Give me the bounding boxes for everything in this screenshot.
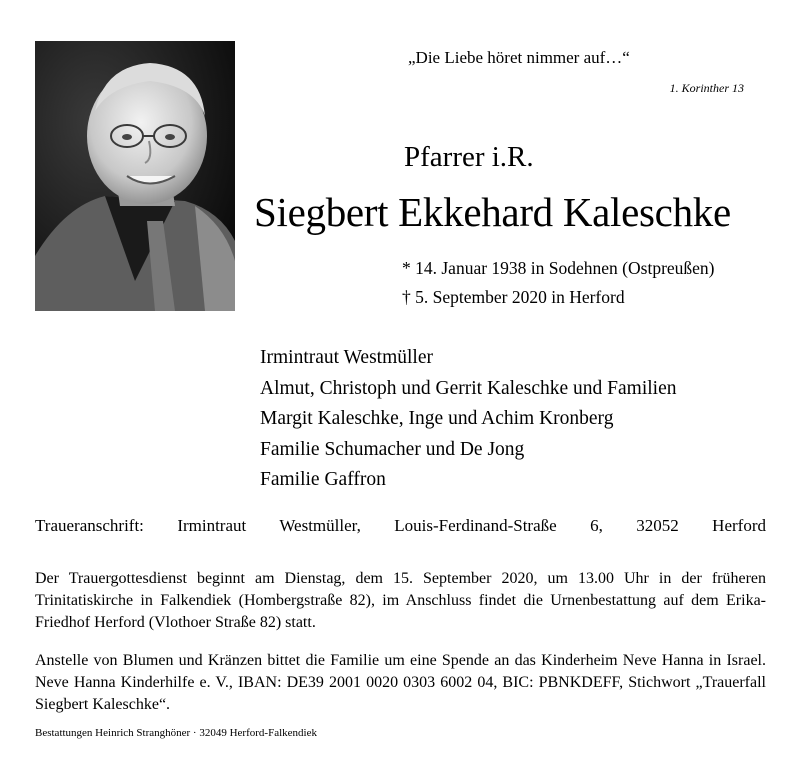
death-date: † 5. September 2020 in Herford [402, 287, 625, 307]
mourners-list [260, 343, 676, 496]
mourner-line: Familie Gaffron [260, 469, 386, 490]
mourner-line: Margit Kaleschke, Inge und Achim Kronberg [260, 408, 614, 429]
mourner-line: Irmintraut Westmüller [260, 347, 433, 368]
mourning-address: Traueranschrift: Irmintraut Westmüller, Louis-Ferdinand-Straße 6, 32052 Herford [35, 516, 766, 535]
deceased-name: Siegbert Ekkehard Kaleschke [254, 189, 731, 235]
mourner-line: Familie Schumacher und De Jong [260, 438, 525, 460]
quote-text: „Die Liebe höret nimmer auf…“ [408, 48, 630, 67]
quote-source: 1. Korinther 13 [669, 81, 744, 95]
life-dates [402, 254, 715, 312]
deceased-title: Pfarrer i.R. [404, 141, 534, 173]
service-announcement: Der Trauergottesdienst beginnt am Dienstag, dem 15. September 2020, um 13.00 Uhr in der früheren Trinitatiskirche in Falkendiek (Hombergstraße 82), im Anschluss findet die Urnenbestattung auf dem Erika-Friedhof Herford (Vlothoer Straße 82) statt. [35, 570, 766, 631]
donation-request: Anstelle von Blumen und Kränzen bittet die Familie um eine Spende an das Kinderheim Neve Hanna in Israel. Neve Hanna Kinderhilfe e. V., IBAN: DE39 2001 0020 0303 6002 04, BIC: PBNKDEFF, Stichwort „Trauerfall Siegbert Kaleschke“. [35, 652, 766, 713]
funeral-home-credit: Bestattungen Heinrich Stranghöner · 32049 Herford-Falkendiek [35, 727, 317, 739]
birth-date: * 14. Januar 1938 in Sodehnen (Ostpreußen) [402, 258, 715, 278]
mourner-line: Almut, Christoph und Gerrit Kaleschke und Familien [260, 377, 677, 399]
portrait-photo [35, 41, 235, 311]
